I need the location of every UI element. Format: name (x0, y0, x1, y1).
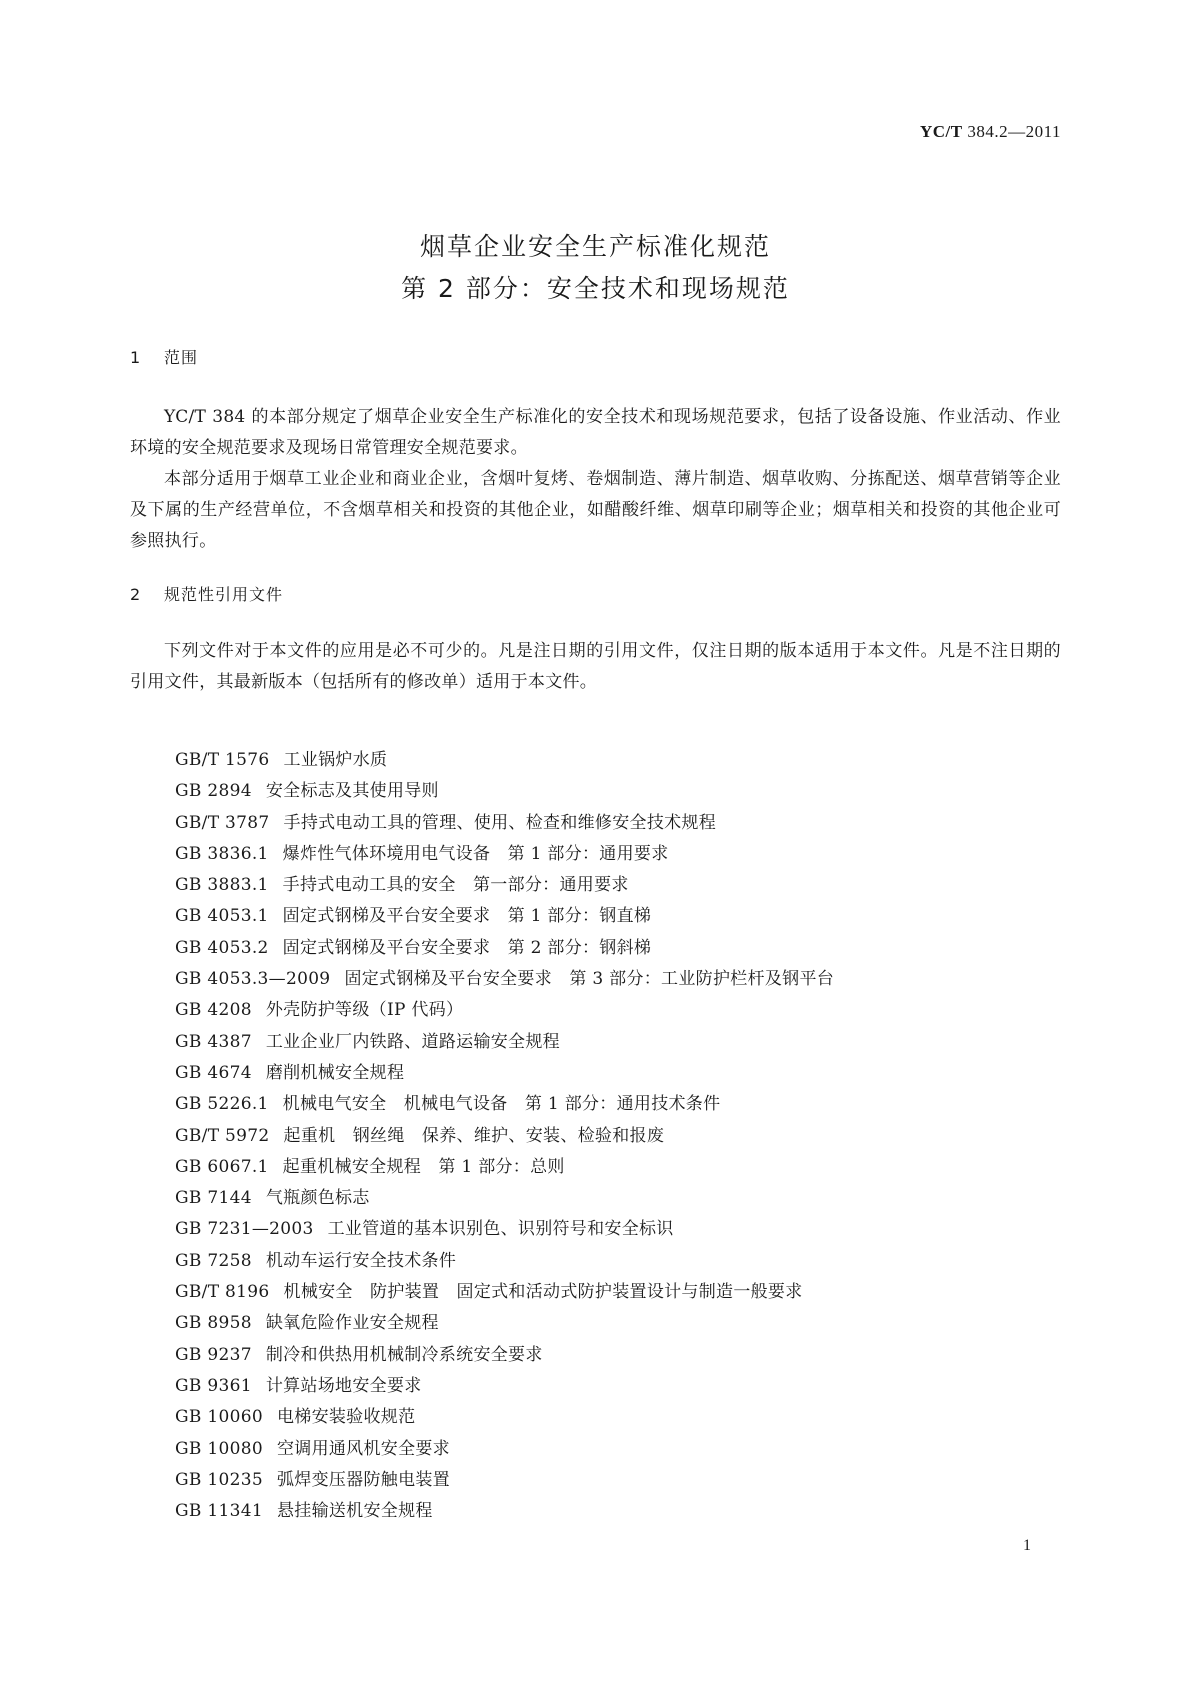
reference-code: GB 11341 (175, 1501, 263, 1522)
reference-code: GB 4053.1 (175, 906, 269, 927)
section-1-number: 1 (130, 348, 142, 367)
reference-item (175, 1214, 1075, 1245)
reference-code: GB/T 3787 (175, 812, 270, 833)
reference-code: GB/T 1576 (175, 750, 270, 770)
reference-code: GB 9361 (175, 1375, 252, 1396)
title-line-2: 第 2 部分：安全技术和现场规范 (401, 274, 790, 303)
section-2-title: 规范性引用文件 (164, 585, 284, 604)
reference-code: GB 4053.2 (175, 937, 269, 958)
reference-code: GB 8958 (175, 1313, 252, 1334)
reference-title: 起重机 钢丝绳 保养、维护、安装、检验和报废 (283, 1125, 665, 1146)
reference-item (175, 839, 1075, 870)
reference-code: GB/T 5972 (175, 1125, 270, 1146)
reference-title: 机动车运行安全技术条件 (265, 1250, 457, 1271)
section-2-heading (130, 582, 283, 605)
reference-item (175, 1465, 1075, 1496)
reference-item (175, 1121, 1075, 1152)
reference-title: 计算站场地安全要求 (265, 1375, 422, 1396)
reference-item (175, 1277, 1075, 1308)
standard-code-prefix: YC/T (920, 122, 963, 141)
reference-title: 磨削机械安全规程 (265, 1062, 405, 1083)
section-1-paragraph-2: 本部分适用于烟草工业企业和商业企业，含烟叶复烤、卷烟制造、薄片制造、烟草收购、分拣配送、烟草营销等企业及下属的生产经营单位，不含烟草相关和投资的其他企业，如醋酸纤维、烟草印刷等企业；烟草相关和投资的其他企业可参照执行。 (130, 469, 1061, 551)
reference-title: 工业锅炉水质 (283, 750, 388, 770)
reference-item (175, 1152, 1075, 1183)
reference-code: GB 10235 (175, 1469, 263, 1490)
reference-title: 气瓶颜色标志 (265, 1188, 370, 1209)
reference-code: GB 3883.1 (175, 875, 269, 896)
reference-code: GB 4208 (175, 1000, 252, 1021)
reference-title: 固定式钢梯及平台安全要求 第 1 部分：钢直梯 (282, 906, 652, 927)
reference-code: GB 6067.1 (175, 1156, 269, 1177)
reference-title: 外壳防护等级（IP 代码） (265, 1000, 464, 1021)
reference-title: 工业企业厂内铁路、道路运输安全规程 (265, 1031, 560, 1052)
reference-title: 起重机械安全规程 第 1 部分：总则 (282, 1156, 565, 1177)
reference-title: 手持式电动工具的管理、使用、检查和维修安全技术规程 (283, 812, 717, 833)
reference-item (175, 776, 1075, 807)
reference-code: GB 5226.1 (175, 1094, 269, 1115)
reference-title: 电梯安装验收规范 (276, 1407, 416, 1428)
reference-title: 空调用通风机安全要求 (276, 1438, 450, 1459)
reference-item (175, 1246, 1075, 1277)
section-1-paragraph-1: YC/T 384 的本部分规定了烟草企业安全生产标准化的安全技术和现场规范要求，包括了设备设施、作业活动、作业环境的安全规范要求及现场日常管理安全规范要求。 (130, 407, 1061, 458)
reference-item (175, 1402, 1075, 1433)
reference-code: GB 4387 (175, 1031, 252, 1052)
reference-code: GB 9237 (175, 1344, 252, 1365)
reference-title: 手持式电动工具的安全 第一部分：通用要求 (282, 875, 629, 896)
reference-item (175, 1089, 1075, 1120)
reference-code: GB 7231—2003 (175, 1219, 314, 1240)
reference-item (175, 901, 1075, 932)
title-line-1: 烟草企业安全生产标准化规范 (419, 232, 771, 261)
reference-code: GB 4674 (175, 1062, 252, 1083)
reference-title: 制冷和供热用机械制冷系统安全要求 (265, 1344, 543, 1365)
section-2-paragraph-1: 下列文件对于本文件的应用是必不可少的。凡是注日期的引用文件，仅注日期的版本适用于本文件。凡是不注日期的引用文件，其最新版本（包括所有的修改单）适用于本文件。 (130, 641, 1061, 692)
reference-item (175, 995, 1075, 1026)
reference-item (175, 933, 1075, 964)
reference-title: 机械电气安全 机械电气设备 第 1 部分：通用技术条件 (282, 1094, 721, 1115)
reference-item (175, 1371, 1075, 1402)
reference-title: 悬挂输送机安全规程 (276, 1501, 433, 1522)
reference-item (175, 1434, 1075, 1465)
reference-title: 机械安全 防护装置 固定式和活动式防护装置设计与制造一般要求 (283, 1282, 803, 1303)
reference-code: GB 7144 (175, 1188, 252, 1209)
reference-code: GB 3836.1 (175, 843, 269, 864)
reference-code: GB 10060 (175, 1407, 263, 1428)
reference-item (175, 1308, 1075, 1339)
reference-code: GB 4053.3—2009 (175, 969, 331, 990)
reference-code: GB 7258 (175, 1250, 252, 1271)
reference-code: GB 2894 (175, 781, 252, 802)
reference-item (175, 1058, 1075, 1089)
reference-list (175, 745, 1075, 1527)
reference-title: 固定式钢梯及平台安全要求 第 2 部分：钢斜梯 (282, 937, 652, 958)
page-number: 1 (1023, 1537, 1031, 1554)
reference-title: 固定式钢梯及平台安全要求 第 3 部分：工业防护栏杆及钢平台 (344, 969, 835, 990)
reference-title: 缺氧危险作业安全规程 (265, 1313, 439, 1334)
reference-item (175, 808, 1075, 839)
reference-title: 弧焊变压器防触电装置 (276, 1469, 450, 1490)
reference-item (175, 964, 1075, 995)
section-2-number: 2 (130, 585, 142, 604)
reference-item (175, 1496, 1075, 1527)
reference-code: GB 10080 (175, 1438, 263, 1459)
reference-code: GB/T 8196 (175, 1282, 270, 1303)
standard-code (920, 122, 1061, 142)
reference-item (175, 1340, 1075, 1371)
reference-title: 工业管道的基本识别色、识别符号和安全标识 (327, 1219, 674, 1240)
reference-title: 安全标志及其使用导则 (265, 781, 439, 802)
section-1-heading (130, 345, 198, 368)
section-1-title: 范围 (164, 348, 199, 367)
reference-item (175, 870, 1075, 901)
reference-title: 爆炸性气体环境用电气设备 第 1 部分：通用要求 (282, 843, 669, 864)
reference-item (175, 1027, 1075, 1058)
reference-item (175, 1183, 1075, 1214)
reference-item (175, 745, 1075, 776)
document-title (0, 226, 1191, 310)
standard-code-number: 384.2—2011 (967, 122, 1061, 141)
